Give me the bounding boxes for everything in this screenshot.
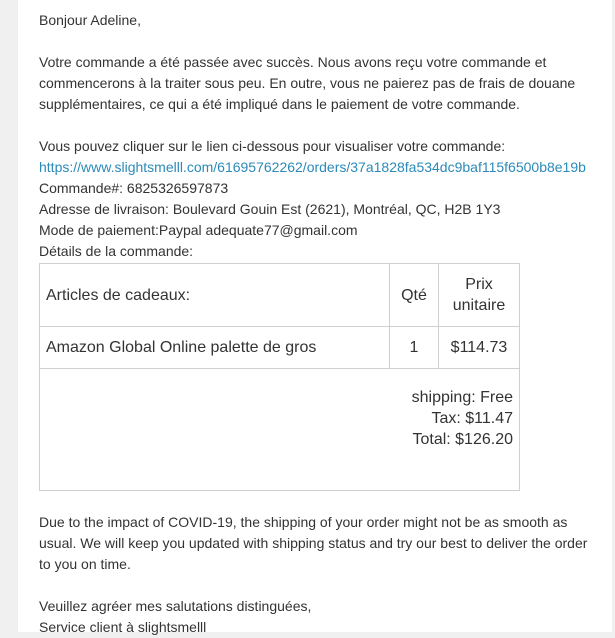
tax-line: Tax: $11.47 (431, 410, 513, 427)
covid-notice: Due to the impact of COVID-19, the shipping of your order might not be as smooth as usual. We will keep you updated with shipping status and try our best to deliver the order to you on time. (39, 514, 588, 572)
totals-row (40, 369, 520, 491)
header-item: Articles de cadeaux: (40, 264, 390, 327)
delivery-address: Adresse de livraison: Boulevard Gouin Est (2621), Montréal, QC, H2B 1Y3 (39, 201, 501, 217)
closing: Veuillez agréer mes salutations distinguées, (39, 598, 312, 614)
header-qty: Qté (390, 264, 439, 327)
spacer (39, 575, 599, 596)
order-table (39, 263, 520, 491)
intro-paragraph: Votre commande a été passée avec succès. Nous avons reçu votre commande et commencerons à la traiter sous peu. En outre, vous ne paierez pas de frais de douane supplémentaires, ce qui a été impliqué dans le paiement de votre commande. (39, 54, 576, 112)
signature: Service client à slightsmelll (39, 619, 207, 635)
row-item-name: Amazon Global Online palette de gros (40, 327, 390, 369)
spacer (39, 31, 599, 52)
totals-cell (40, 369, 520, 491)
order-link[interactable]: https://www.slightsmelll.com/61695762262/orders/37a1828fa534dc9baf115f6500b8e19b (39, 159, 586, 175)
payment-method: Mode de paiement:Paypal adequate77@gmail.com (39, 222, 358, 238)
email-content (39, 10, 599, 638)
shipping-line: shipping: Free (411, 389, 513, 406)
row-item-qty: 1 (390, 327, 439, 369)
row-item-price: $114.73 (439, 327, 520, 369)
link-intro: Vous pouvez cliquer sur le lien ci-dessous pour visualiser votre commande: (39, 138, 506, 154)
table-header-row (40, 264, 520, 327)
table-row (40, 327, 520, 369)
details-label: Détails de la commande: (39, 243, 194, 259)
spacer (39, 491, 599, 512)
order-number: Commande#: 6825326597873 (39, 180, 229, 196)
greeting: Bonjour Adeline, (39, 12, 141, 28)
spacer (39, 115, 599, 136)
total-line: Total: $126.20 (412, 431, 513, 448)
header-price: Prix unitaire (439, 264, 520, 327)
